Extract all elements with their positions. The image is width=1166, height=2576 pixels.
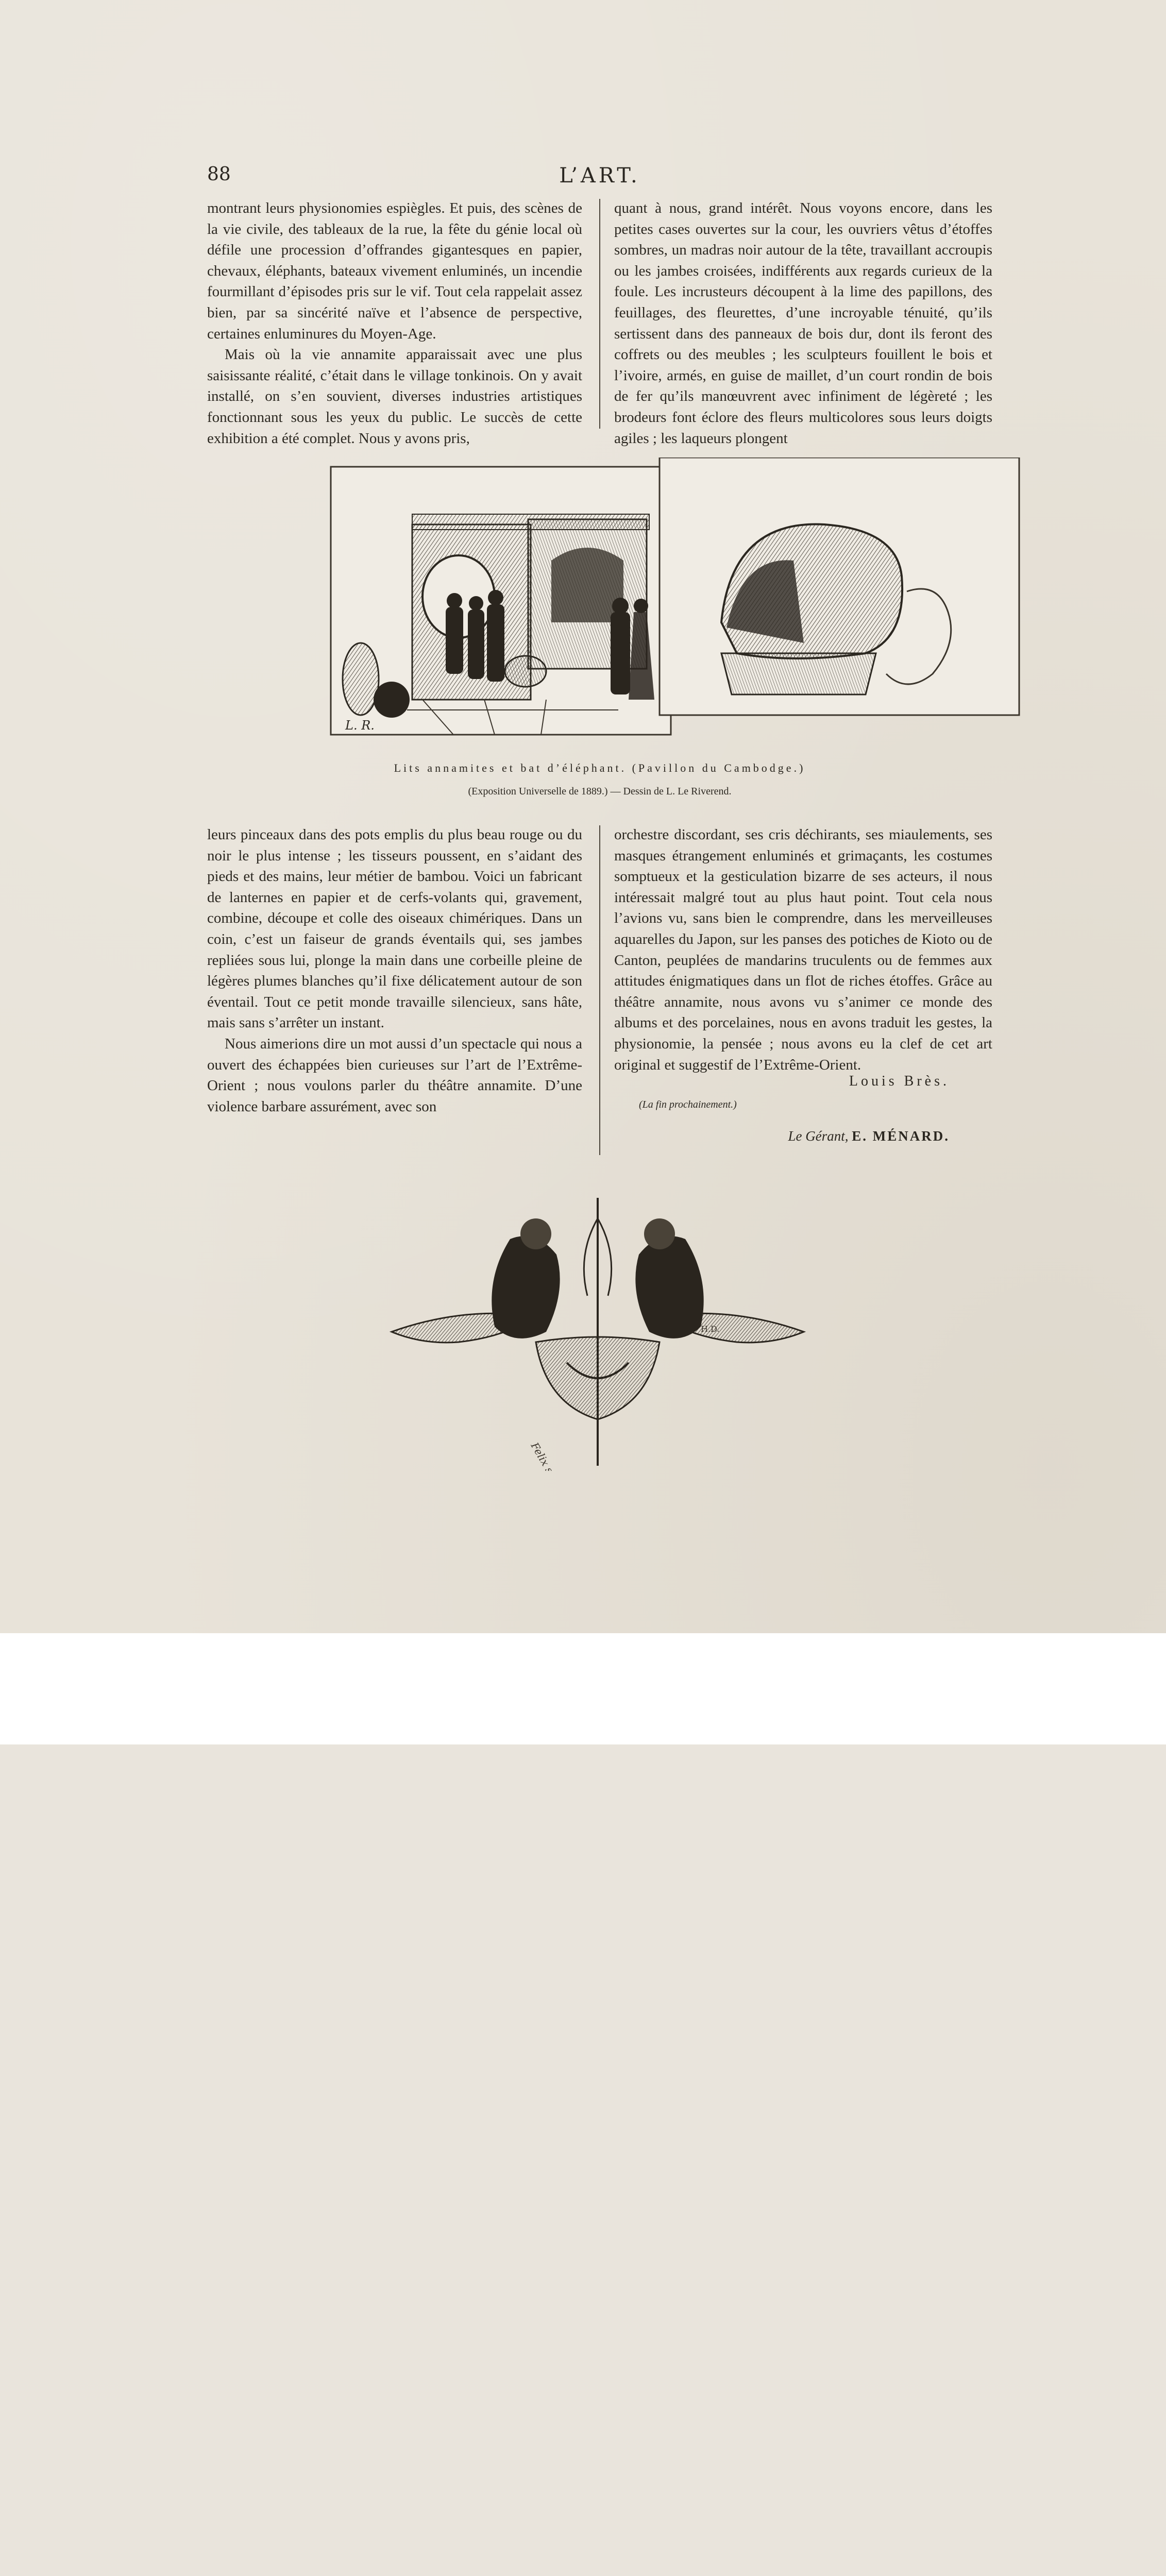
digitization-footer [0,1633,1166,1744]
paragraph: leurs pinceaux dans des pots emplis du plus beau rouge ou du noir le plus intense ; les tisseurs poussent, en s’aidant des pieds et des mains, leur métier de bambou. Voici un fabricant de lanternes en papier et de cerfs-volants qui, gravement, combine, découpe et colle des oiseaux chimériques. Dans un coin, c’est un faiseur de grands éventails qui, ses jambes repliées sous lui, plonge la main dans une corbeille pleine de légères plumes blanches qu’il fixe délicatement autour de son éventail. Tout ce petit monde travaille silencieux, sans hâte, mais sans s’arrêter un instant. [207,826,582,1031]
top-left-column [207,198,582,447]
column-rule [599,199,600,429]
vignette-image [381,1177,814,1471]
paragraph: Mais où la vie annamite apparaissait avec une plus saisissante réalité, c’était dans le village tonkinois. On y avait installé, on s’en souvient, diverses industries artistiques fonctionnant sous les yeux du public. Le succès de cette exhibition a été complet. Nous y avons pris, [207,346,582,447]
figure-credit: (Exposition Universelle de 1889.) — Dessin de L. Le Riverend. [468,786,732,797]
illustration-annamite-beds [330,457,1020,736]
top-right-column [614,198,992,447]
gerant-name: E. MÉNARD. [852,1128,950,1144]
column-rule [599,825,600,1155]
vignette-signature: Felix sc. [528,1440,561,1471]
running-title: L’ART. [559,164,640,188]
bottom-left-column [207,824,582,1154]
tailpiece-vignette [381,1177,814,1471]
paragraph: quant à nous, grand intérêt. Nous voyons encore, dans les petites cases ouvertes sur la cour, les ouvriers vêtus d’étoffes sombres, un madras noir autour de la tête, travaillant accroupis ou les jambes croisées, indifférents aux regards curieux de la foule. Les incrusteurs découpent à la lime des papillons, des feuillages, des fleurettes, d’une incroyable ténuité, qu’ils sertissent dans des panneaux de bois dur, dont ils feront des coffrets ou des meubles ; les sculpteurs fouillent le bois et l’ivoire, armés, en guise de maillet, d’un court rondin de bois de fer qu’ils manœuvrent avec infiniment de légèreté ; les brodeurs font éclore des fleurs multicolores sous leurs doigts agiles ; les laqueurs plongent [614,200,992,447]
publisher-line [788,1128,950,1144]
figure-caption: Lits annamites et bat d’éléphant. (Pavillon du Cambodge.) [394,761,806,774]
page-number: 88 [207,164,231,185]
illustration-signature: L. R. [345,718,375,733]
paragraph: orchestre discordant, ses cris déchirants, ses miaulements, ses masques étrangement enluminés et grimaçants, les costumes somptueux et la gesticulation bizarre de ses acteurs, il nous intéressait malgré tout au plus haut point. Tout cela nous l’avions vu, sans bien le comprendre, dans les merveilleuses aquarelles du Japon, sur les panses des potiches de Kioto ou de Canton, peuplées de mandarins truculents ou de femmes aux attitudes énigmatiques dans un flot de riches étoffes. Grâce au théâtre annamite, nous avons vu s’animer ce monde des albums et des porcelaines, nous en avons traduit les gestes, la physionomie, la pensée ; nous avons eu la clef de cet art original et suggestif de l’Extrême-Orient. [614,826,992,1073]
vignette-initials: H.D. [701,1324,720,1334]
page-header [207,164,992,195]
paragraph: Nous aimerions dire un mot aussi d’un spectacle qui nous a ouvert des échappées bien curieuses sur l’art de l’Extrême-Orient ; nous voulons parler du théâtre annamite. D’une violence barbare assurément, avec son [207,1035,582,1115]
paragraph: montrant leurs physionomies espiègles. Et puis, des scènes de la vie civile, des tableaux de la rue, la fête du génie local où défile une procession d’offrandes gigantesques en papier, chevaux, éléphants, bateaux vivement enluminés, un incendie fourmillant d’épisodes pris sur le vif. Tout cela rappelait assez bien, par sa sincérité naïve et l’absence de perspective, certaines enluminures du Moyen-Age. [207,200,582,342]
author-signature: Louis Brès. [849,1073,950,1089]
to-be-continued-note: (La fin prochainement.) [639,1099,737,1110]
gerant-role: Le Gérant, [788,1128,849,1144]
engraving-image [330,457,1020,736]
